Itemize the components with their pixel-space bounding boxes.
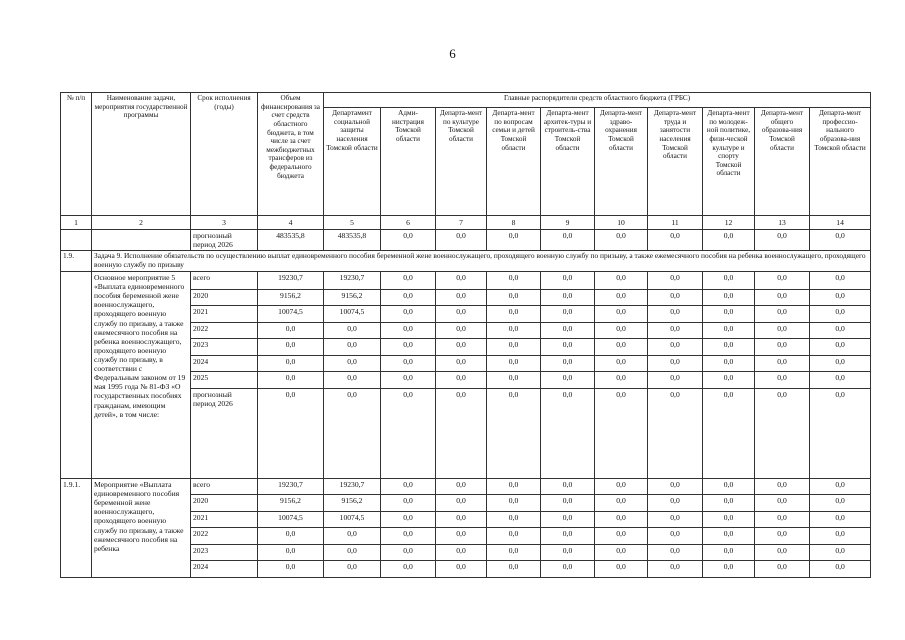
value-cell: 0,0 xyxy=(595,289,648,306)
value-cell: 10074,5 xyxy=(324,306,381,323)
value-cell: 0,0 xyxy=(487,561,541,578)
term-cell: 2024 xyxy=(191,561,258,578)
header-volume: Объем финансирования за счет средств областного бюджета, в том числе за счет межбюджетных трансферов из федерального бюджета xyxy=(258,93,324,216)
value-cell: 0,0 xyxy=(381,561,436,578)
value-cell: 0,0 xyxy=(381,271,436,289)
column-number-row xyxy=(61,216,871,230)
value-cell: 19230,7 xyxy=(258,478,324,495)
value-cell: 483535,8 xyxy=(324,230,381,251)
value-cell: 0,0 xyxy=(487,544,541,561)
value-cell: 0,0 xyxy=(436,511,487,528)
value-cell: 0,0 xyxy=(810,289,871,306)
value-cell: 0,0 xyxy=(436,561,487,578)
table-row xyxy=(61,230,871,251)
column-number: 2 xyxy=(92,216,191,230)
value-cell: 0,0 xyxy=(258,528,324,545)
value-cell: 0,0 xyxy=(541,230,595,251)
value-cell: 0,0 xyxy=(436,478,487,495)
task-text: Задача 9. Исполнение обязательств по осуществлению выплат единовременного пособия беременной жене военнослужащего, проходящего военную службу по призыву, а также ежемесячного пособия на ребенка военнослужащего, проходящего военную службу по призыву xyxy=(92,251,871,272)
row-number xyxy=(61,271,92,478)
task-row xyxy=(61,251,871,272)
value-cell: 0,0 xyxy=(648,561,703,578)
value-cell: 0,0 xyxy=(755,306,810,323)
value-cell: 0,0 xyxy=(436,528,487,545)
value-cell: 0,0 xyxy=(703,271,755,289)
value-cell: 10074,5 xyxy=(324,511,381,528)
value-cell: 0,0 xyxy=(703,289,755,306)
value-cell: 0,0 xyxy=(258,339,324,356)
term-cell: 2021 xyxy=(191,511,258,528)
value-cell: 0,0 xyxy=(487,372,541,389)
value-cell: 0,0 xyxy=(755,388,810,478)
value-cell: 0,0 xyxy=(487,478,541,495)
value-cell: 0,0 xyxy=(703,230,755,251)
value-cell: 0,0 xyxy=(381,230,436,251)
value-cell: 0,0 xyxy=(810,544,871,561)
value-cell: 0,0 xyxy=(595,230,648,251)
value-cell: 9156,2 xyxy=(258,289,324,306)
value-cell: 0,0 xyxy=(381,388,436,478)
value-cell: 0,0 xyxy=(324,544,381,561)
value-cell: 0,0 xyxy=(487,528,541,545)
term-cell: всего xyxy=(191,271,258,289)
value-cell: 0,0 xyxy=(436,495,487,512)
value-cell: 0,0 xyxy=(381,495,436,512)
value-cell: 0,0 xyxy=(595,339,648,356)
value-cell: 0,0 xyxy=(648,355,703,372)
value-cell: 9156,2 xyxy=(324,495,381,512)
term-cell: прогнозный период 2026 xyxy=(191,230,258,251)
term-cell: 2023 xyxy=(191,544,258,561)
value-cell: 0,0 xyxy=(324,561,381,578)
value-cell: 0,0 xyxy=(258,388,324,478)
value-cell: 0,0 xyxy=(595,355,648,372)
value-cell: 0,0 xyxy=(541,388,595,478)
column-number: 10 xyxy=(595,216,648,230)
value-cell: 0,0 xyxy=(810,561,871,578)
header-grbs: Департа-мент по вопросам семьи и детей Томской области xyxy=(487,108,541,216)
value-cell: 0,0 xyxy=(755,495,810,512)
header-grbs: Департа-мент труда и занятости населения Томской области xyxy=(648,108,703,216)
value-cell: 0,0 xyxy=(541,544,595,561)
header-grbs: Департамент социальной защиты населения Томской области xyxy=(324,108,381,216)
header-grbs-group: Главные распорядители средств областного бюджета (ГРБС) xyxy=(324,93,871,108)
value-cell: 0,0 xyxy=(487,306,541,323)
value-cell: 0,0 xyxy=(258,561,324,578)
value-cell: 0,0 xyxy=(810,511,871,528)
value-cell: 0,0 xyxy=(755,528,810,545)
value-cell: 0,0 xyxy=(381,544,436,561)
value-cell: 0,0 xyxy=(755,511,810,528)
value-cell: 0,0 xyxy=(487,289,541,306)
value-cell: 0,0 xyxy=(648,388,703,478)
table-row xyxy=(61,478,871,495)
page-number: 6 xyxy=(449,46,456,61)
value-cell: 0,0 xyxy=(541,271,595,289)
value-cell: 19230,7 xyxy=(324,271,381,289)
value-cell: 0,0 xyxy=(436,289,487,306)
value-cell: 0,0 xyxy=(487,511,541,528)
value-cell: 0,0 xyxy=(648,511,703,528)
value-cell: 0,0 xyxy=(755,322,810,339)
term-cell: прогнозный период 2026 xyxy=(191,388,258,478)
value-cell: 0,0 xyxy=(541,495,595,512)
value-cell: 0,0 xyxy=(755,230,810,251)
value-cell: 19230,7 xyxy=(258,271,324,289)
value-cell: 0,0 xyxy=(703,495,755,512)
value-cell: 0,0 xyxy=(810,339,871,356)
value-cell: 0,0 xyxy=(324,339,381,356)
value-cell: 0,0 xyxy=(703,372,755,389)
value-cell: 0,0 xyxy=(487,230,541,251)
column-number: 4 xyxy=(258,216,324,230)
value-cell: 0,0 xyxy=(381,355,436,372)
value-cell: 0,0 xyxy=(810,306,871,323)
term-cell: всего xyxy=(191,478,258,495)
header-grbs: Департа-мент здраво-охранения Томской области xyxy=(595,108,648,216)
value-cell: 0,0 xyxy=(541,561,595,578)
value-cell: 0,0 xyxy=(648,528,703,545)
value-cell: 0,0 xyxy=(436,339,487,356)
value-cell: 0,0 xyxy=(703,306,755,323)
header-grbs: Департа-мент по культуре Томской области xyxy=(436,108,487,216)
value-cell: 0,0 xyxy=(381,289,436,306)
value-cell: 0,0 xyxy=(541,511,595,528)
header-grbs: Департа-мент общего образова-ния Томской области xyxy=(755,108,810,216)
event-name: Основное мероприятие 5 «Выплата единовременного пособия беременной жене военнослужащего, проходящего военную службу по призыву, а также ежемесячного пособия на ребенка военнослужащего, проходящего военную службу по призыву, в соответствии с Федеральным законом от 19 мая 1995 года № 81-ФЗ «О государственных пособиях гражданам, имеющим детей», в том числе: xyxy=(92,271,191,478)
value-cell: 0,0 xyxy=(436,230,487,251)
value-cell: 0,0 xyxy=(810,372,871,389)
value-cell: 0,0 xyxy=(810,230,871,251)
value-cell: 0,0 xyxy=(436,355,487,372)
value-cell: 0,0 xyxy=(324,322,381,339)
term-cell: 2020 xyxy=(191,289,258,306)
value-cell: 0,0 xyxy=(755,289,810,306)
value-cell: 0,0 xyxy=(541,289,595,306)
value-cell: 0,0 xyxy=(541,322,595,339)
value-cell: 0,0 xyxy=(595,561,648,578)
header-grbs: Департа-мент профессио-нального образова-ния Томской области xyxy=(810,108,871,216)
event-name: Мероприятие «Выплата единовременного пособия беременной жене военнослужащего, проходящего военную службу по призыву, а также ежемесячного пособия на ребенка xyxy=(92,478,191,577)
row-number: 1.9.1. xyxy=(61,478,92,577)
column-number: 3 xyxy=(191,216,258,230)
value-cell: 0,0 xyxy=(703,339,755,356)
value-cell: 0,0 xyxy=(703,478,755,495)
value-cell: 0,0 xyxy=(381,528,436,545)
value-cell: 0,0 xyxy=(324,528,381,545)
value-cell: 0,0 xyxy=(436,322,487,339)
value-cell: 0,0 xyxy=(487,339,541,356)
value-cell: 0,0 xyxy=(258,372,324,389)
value-cell: 0,0 xyxy=(648,544,703,561)
term-cell: 2022 xyxy=(191,322,258,339)
value-cell: 0,0 xyxy=(703,528,755,545)
value-cell: 0,0 xyxy=(755,561,810,578)
value-cell: 9156,2 xyxy=(324,289,381,306)
value-cell: 0,0 xyxy=(810,495,871,512)
value-cell: 0,0 xyxy=(487,495,541,512)
term-cell: 2020 xyxy=(191,495,258,512)
value-cell: 0,0 xyxy=(381,306,436,323)
value-cell: 0,0 xyxy=(541,478,595,495)
value-cell: 0,0 xyxy=(436,306,487,323)
value-cell: 0,0 xyxy=(487,355,541,372)
value-cell: 0,0 xyxy=(595,544,648,561)
value-cell: 0,0 xyxy=(648,339,703,356)
value-cell: 0,0 xyxy=(595,271,648,289)
value-cell: 483535,8 xyxy=(258,230,324,251)
header-grbs: Департа-мент по молодеж-ной политике, физи-ческой культуре и спорту Томской области xyxy=(703,108,755,216)
value-cell: 0,0 xyxy=(258,322,324,339)
column-number: 9 xyxy=(541,216,595,230)
value-cell: 0,0 xyxy=(595,322,648,339)
column-number: 7 xyxy=(436,216,487,230)
value-cell: 0,0 xyxy=(595,528,648,545)
table-row xyxy=(61,271,871,289)
value-cell: 0,0 xyxy=(541,372,595,389)
term-cell: 2021 xyxy=(191,306,258,323)
header-grbs: Адми-нистрация Томской области xyxy=(381,108,436,216)
value-cell: 9156,2 xyxy=(258,495,324,512)
value-cell: 0,0 xyxy=(648,271,703,289)
header-term: Срок исполнения (годы) xyxy=(191,93,258,216)
value-cell: 0,0 xyxy=(810,271,871,289)
value-cell: 0,0 xyxy=(381,372,436,389)
value-cell: 10074,5 xyxy=(258,306,324,323)
column-number: 14 xyxy=(810,216,871,230)
value-cell: 0,0 xyxy=(258,544,324,561)
value-cell: 0,0 xyxy=(648,495,703,512)
value-cell: 0,0 xyxy=(810,388,871,478)
value-cell: 0,0 xyxy=(755,478,810,495)
value-cell: 0,0 xyxy=(703,561,755,578)
value-cell: 0,0 xyxy=(436,372,487,389)
column-number: 13 xyxy=(755,216,810,230)
value-cell: 0,0 xyxy=(381,478,436,495)
value-cell: 0,0 xyxy=(436,388,487,478)
value-cell: 0,0 xyxy=(648,306,703,323)
value-cell: 0,0 xyxy=(487,322,541,339)
value-cell: 0,0 xyxy=(810,322,871,339)
value-cell: 0,0 xyxy=(810,528,871,545)
value-cell: 0,0 xyxy=(648,478,703,495)
value-cell: 0,0 xyxy=(595,306,648,323)
column-number: 1 xyxy=(61,216,92,230)
header-grbs: Департа-мент архитек-туры и строитель-ства Томской области xyxy=(541,108,595,216)
value-cell: 0,0 xyxy=(703,544,755,561)
value-cell: 0,0 xyxy=(755,544,810,561)
task-number: 1.9. xyxy=(61,251,92,272)
value-cell: 0,0 xyxy=(541,306,595,323)
value-cell: 0,0 xyxy=(487,271,541,289)
value-cell: 0,0 xyxy=(381,322,436,339)
value-cell: 0,0 xyxy=(755,339,810,356)
term-cell: 2022 xyxy=(191,528,258,545)
value-cell: 19230,7 xyxy=(324,478,381,495)
value-cell: 0,0 xyxy=(381,511,436,528)
term-cell: 2024 xyxy=(191,355,258,372)
column-number: 8 xyxy=(487,216,541,230)
value-cell: 0,0 xyxy=(487,388,541,478)
value-cell: 0,0 xyxy=(648,289,703,306)
term-cell: 2025 xyxy=(191,372,258,389)
value-cell: 0,0 xyxy=(436,271,487,289)
value-cell: 0,0 xyxy=(381,339,436,356)
value-cell: 0,0 xyxy=(595,478,648,495)
value-cell: 0,0 xyxy=(595,495,648,512)
value-cell: 0,0 xyxy=(648,322,703,339)
column-number: 11 xyxy=(648,216,703,230)
column-number: 5 xyxy=(324,216,381,230)
value-cell: 0,0 xyxy=(595,372,648,389)
value-cell: 0,0 xyxy=(541,355,595,372)
value-cell: 0,0 xyxy=(324,388,381,478)
value-cell: 0,0 xyxy=(258,355,324,372)
value-cell: 10074,5 xyxy=(258,511,324,528)
budget-table xyxy=(60,92,871,578)
value-cell: 0,0 xyxy=(648,372,703,389)
value-cell: 0,0 xyxy=(324,372,381,389)
column-number: 12 xyxy=(703,216,755,230)
value-cell: 0,0 xyxy=(755,271,810,289)
value-cell: 0,0 xyxy=(541,528,595,545)
term-cell: 2023 xyxy=(191,339,258,356)
value-cell: 0,0 xyxy=(703,511,755,528)
value-cell: 0,0 xyxy=(703,388,755,478)
value-cell: 0,0 xyxy=(324,355,381,372)
value-cell: 0,0 xyxy=(810,478,871,495)
value-cell: 0,0 xyxy=(595,388,648,478)
value-cell: 0,0 xyxy=(703,355,755,372)
value-cell: 0,0 xyxy=(703,322,755,339)
value-cell: 0,0 xyxy=(755,372,810,389)
value-cell: 0,0 xyxy=(755,355,810,372)
value-cell: 0,0 xyxy=(648,230,703,251)
value-cell: 0,0 xyxy=(541,339,595,356)
value-cell: 0,0 xyxy=(595,511,648,528)
column-number: 6 xyxy=(381,216,436,230)
header-name: Наименование задачи, мероприятия государственной программы xyxy=(92,93,191,216)
value-cell: 0,0 xyxy=(436,544,487,561)
header-num: № п/п xyxy=(61,93,92,216)
value-cell: 0,0 xyxy=(810,355,871,372)
